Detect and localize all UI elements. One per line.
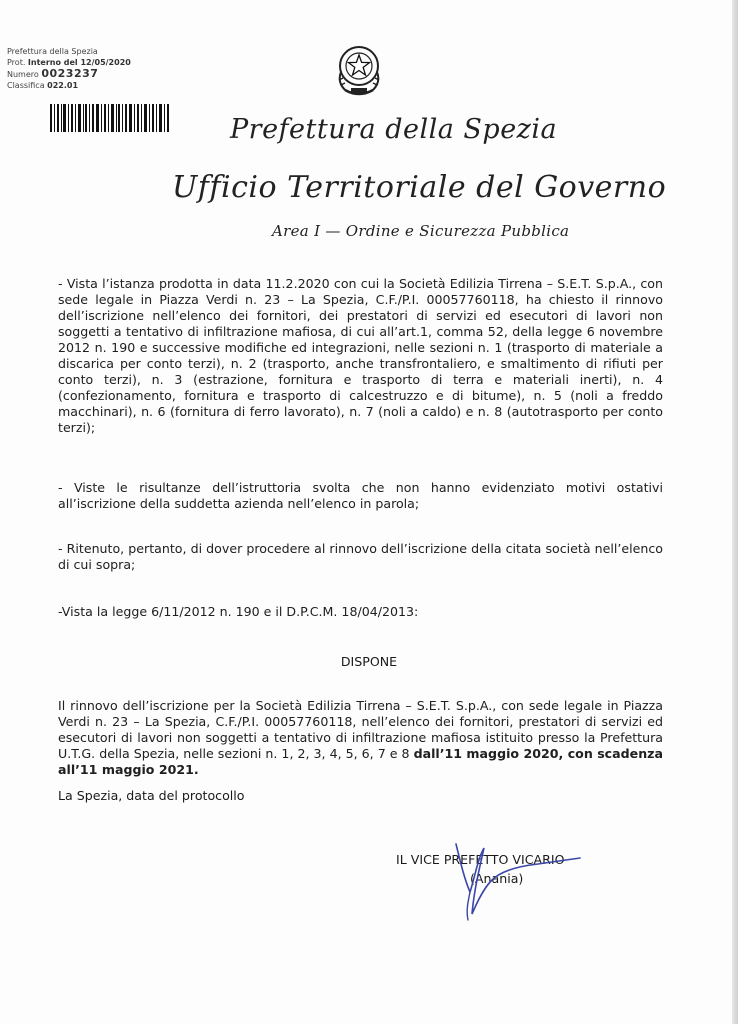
paragraph-risultanze: - Viste le risultanze dell’istruttoria svolta che non hanno evidenziato motivi ostativi all’iscrizione della suddetta azienda nell’elenco in parola; — [58, 480, 663, 511]
protocol-stamp — [7, 46, 131, 91]
header-prefettura: Prefettura della Spezia — [230, 114, 558, 145]
paragraph-istanza: - Vista l’istanza prodotta in data 11.2.2020 con cui la Società Edilizia Tirrena – S.E.T. S.p.A., con sede legale in Piazza Verdi n. 23 – La Spezia, C.F./P.I. 00057760118, ha chiesto il rinnovo dell’iscrizione nell’elenco dei fornitori, dei prestatori di servizi ed esecutori di lavori non soggetti a tentativo di infiltrazione mafiosa, di cui all’art.1, comma 52, della legge 6 novembre 2012 n. 190 e successive modifiche ed integrazioni, nelle sezioni n. 1 (trasporto di materiale a discarica per conto terzi), n. 2 (trasporto, anche transfrontaliero, e smaltimento di rifiuti per conto terzi), n. 3 (estrazione, fornitura e trasporto di terra e materiali inerti), n. 4 (confezionamento, fornitura e trasporto di calcestruzzo e di bitume), n. 5 (noli a freddo macchinari), n. 6 (fornitura di ferro lavorato), n. 7 (noli a caldo) e n. 8 (autotrasporto per conto terzi); — [58, 276, 663, 435]
paragraph-ritenuto: - Ritenuto, pertanto, di dover procedere al rinnovo dell’iscrizione della citata società nell’elenco di cui sopra; — [58, 541, 663, 572]
stamp-prot-label: Prot. — [7, 58, 26, 67]
header-area: Area I — Ordine e Sicurezza Pubblica — [272, 222, 570, 240]
dispone-heading: DISPONE — [340, 654, 398, 669]
barcode-image — [50, 104, 170, 132]
italian-emblem-icon — [333, 38, 385, 102]
paragraph-legge: -Vista la legge 6/11/2012 n. 190 e il D.P.C.M. 18/04/2013: — [58, 604, 419, 619]
stamp-numero-label: Numero — [7, 70, 39, 79]
stamp-classifica-label: Classifica — [7, 81, 45, 90]
stamp-office: Prefettura della Spezia — [7, 47, 98, 56]
paragraph-rinnovo — [58, 698, 663, 778]
signatory-name: (Anania) — [470, 871, 524, 886]
stamp-numero-row — [7, 68, 131, 80]
stamp-classifica-row — [7, 80, 131, 91]
stamp-numero-value: 0023237 — [41, 67, 99, 80]
header-ufficio: Ufficio Territoriale del Governo — [172, 170, 667, 205]
rinnovo-dates: dall’11 maggio 2020, con scadenza all’11 maggio 2021. — [58, 746, 663, 777]
stamp-classifica-value: 022.01 — [47, 81, 79, 90]
place-date: La Spezia, data del protocollo — [58, 788, 245, 803]
rinnovo-text: Il rinnovo dell’iscrizione per la Società Edilizia Tirrena – S.E.T. S.p.A., con sede legale in Piazza Verdi n. 23 – La Spezia, C.F./P.I. 00057760118, nell’elenco dei fornitori, prestatori di servizi ed esecutori di lavori non soggetti a tentativo di infiltrazione mafiosa istituito presso la Prefettura U.T.G. della Spezia, nelle sezioni n. 1, 2, 3, 4, 5, 6, 7 e 8 — [58, 698, 663, 761]
stamp-prot-value: Interno del 12/05/2020 — [27, 58, 131, 67]
scan-edge — [732, 0, 738, 1024]
handwritten-signature — [440, 830, 590, 930]
signatory-title: IL VICE PREFETTO VICARIO — [396, 852, 565, 867]
